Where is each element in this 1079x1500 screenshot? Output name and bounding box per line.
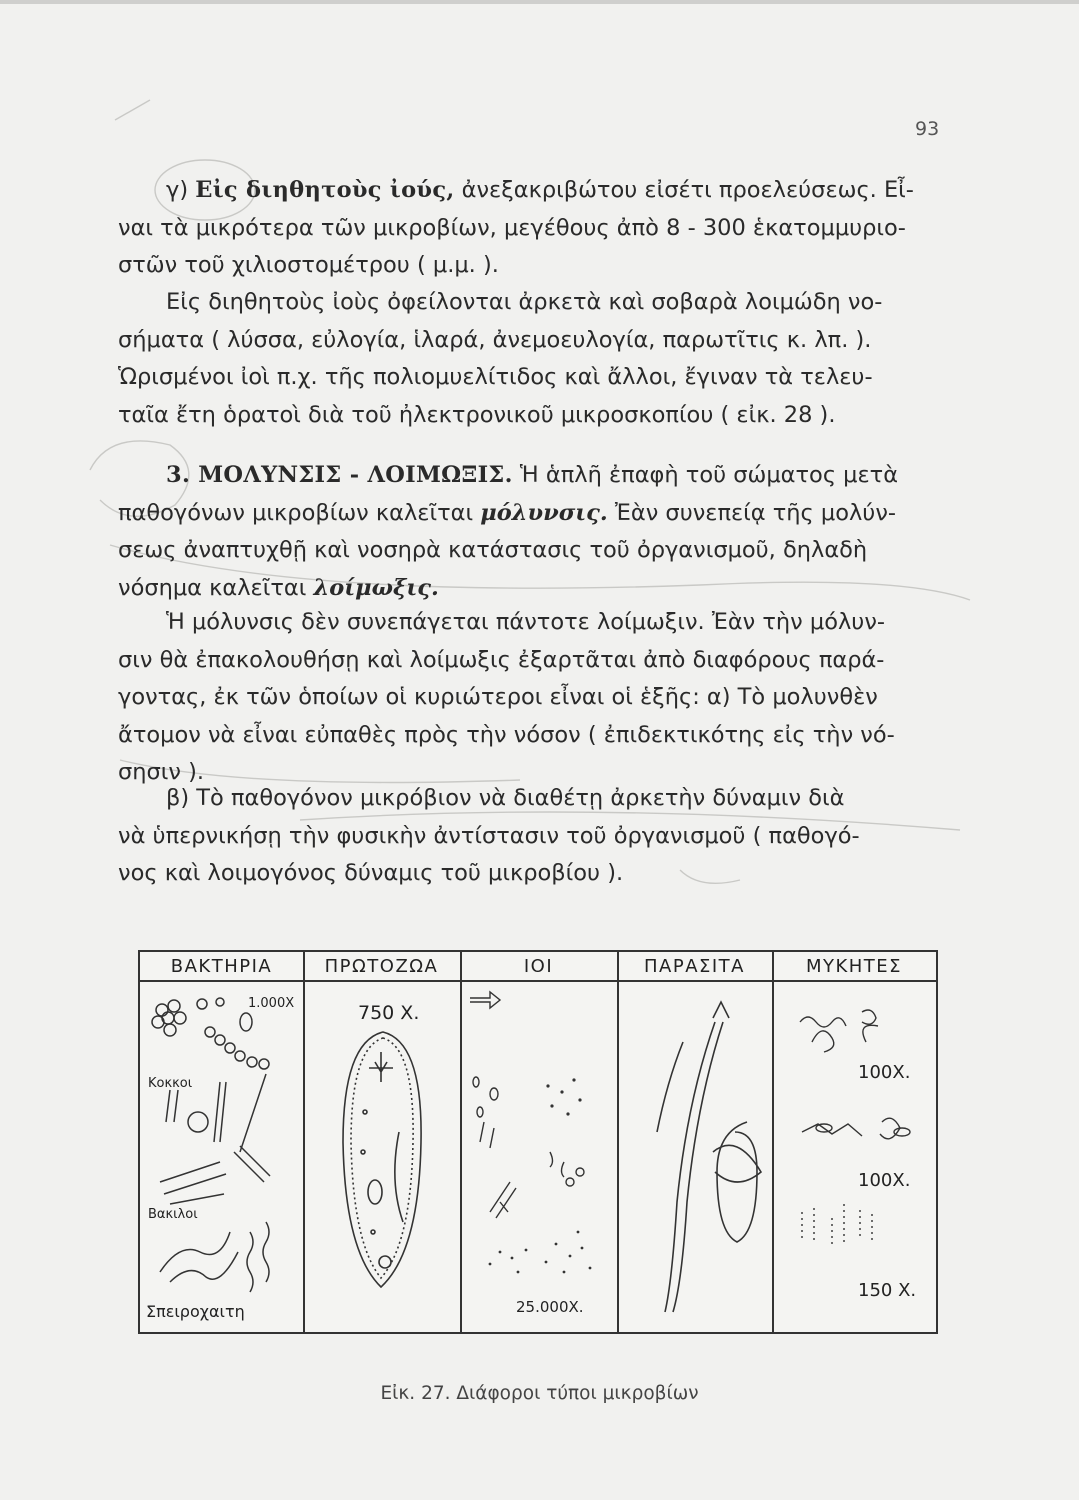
fungi-magnification-3: 150 Χ. — [858, 1280, 917, 1301]
section-c-label: γ) — [166, 177, 189, 203]
section-c-heading: Εἰς διηθητοὺς ἰούς, — [195, 177, 455, 203]
viruses-line-4: ταῖα ἔτη ὁρατοὶ διὰ τοῦ ἠλεκτρονικοῦ μικροσκοπίου ( εἰκ. 28 ). — [118, 401, 836, 428]
viruses-drawing — [460, 982, 615, 1302]
section-3-line-1-rest: Ἡ ἁπλῆ ἐπαφὴ τοῦ σώματος μετὰ — [512, 462, 899, 488]
column-title-parasites: ΠΑΡΑΣΙΤΑ — [617, 952, 772, 982]
viruses-paragraph — [118, 284, 948, 434]
column-title-viruses: ΙΟΙ — [460, 952, 617, 982]
section-3-line-2-start: παθογόνων μικροβίων καλεῖται — [118, 499, 481, 526]
figure-column-bacteria — [140, 952, 305, 1332]
fungi-drawing — [772, 982, 932, 1282]
paragraph-b-line-2: νὰ ὑπερνικήσῃ τὴν φυσικὴν ἀντίστασιν τοῦ ὀργανισμοῦ ( παθογό- — [118, 822, 860, 849]
section-3-heading: 3. ΜΟΛΥΝΣΙΣ - ΛΟΙΜΩΞΙΣ. — [166, 462, 513, 488]
paragraph-b-line-1: β) Τὸ παθογόνον μικρόβιον νὰ διαθέτῃ ἀρκετὴν δύναμιν διὰ — [166, 785, 845, 811]
section-3-line-2 — [118, 495, 948, 533]
fungi-magnification-1: 100Χ. — [858, 1062, 911, 1083]
section-c-line-2: ναι τὰ μικρότερα τῶν μικροβίων, μεγέθους ἀπὸ 8 - 300 ἑκατομμυριο- — [118, 214, 906, 241]
conditions-line-4: ἄτομον νὰ εἶναι εὐπαθὲς πρὸς τὴν νόσον ( ἐπιδεκτικότης εἰς τὴν νό- — [118, 721, 895, 748]
page-top-edge — [0, 0, 1079, 4]
viruses-line-2: σήματα ( λύσσα, εὐλογία, ἱλαρά, ἀνεμοευλογία, παρωτῖτις κ. λπ. ). — [118, 326, 872, 353]
label-spirochete: Σπειροχαιτη — [146, 1302, 245, 1321]
parasites-drawing — [617, 982, 770, 1322]
section-c-line-3: στῶν τοῦ χιλιοστομέτρου ( μ.μ. ). — [118, 252, 499, 278]
column-title-bacteria: ΒΑΚΤΗΡΙΑ — [140, 952, 303, 982]
figure-column-protozoa — [303, 952, 462, 1332]
protozoa-magnification: 750 Χ. — [358, 1002, 420, 1024]
conditions-line-2: σιν θὰ ἐπακολουθήσῃ καὶ λοίμωξις ἐξαρτᾶται ἀπὸ διαφόρους παρά- — [118, 646, 885, 673]
viruses-magnification: 25.000Χ. — [516, 1298, 584, 1316]
conditions-paragraph — [118, 604, 948, 792]
conditions-line-3: γοντας, ἐκ τῶν ὁποίων οἱ κυριώτεροι εἶναι οἱ ἑξῆς: α) Τὸ μολυνθὲν — [118, 684, 878, 710]
term-disease: λοίμωξις. — [313, 574, 439, 601]
page-number: 93 — [915, 118, 940, 140]
section-c-line-1-rest: ἀνεξακριβώτου εἰσέτι προελεύσεως. Εἶ- — [454, 177, 914, 203]
section-3-line-2-end: Ἐὰν συνεπείᾳ τῆς μολύν- — [607, 499, 897, 526]
fungi-magnification-2: 100Χ. — [858, 1170, 911, 1191]
bacteria-magnification: 1.000Χ — [248, 996, 295, 1011]
column-title-protozoa: ΠΡΩΤΟΖΩΑ — [303, 952, 460, 982]
microbes-figure — [138, 950, 938, 1334]
section-3-paragraph — [118, 457, 948, 607]
label-bacilli: Βακιλοι — [148, 1207, 198, 1222]
section-c-line-1 — [118, 172, 948, 210]
figure-caption: Εἰκ. 27. Διάφοροι τύποι μικροβίων — [380, 1383, 699, 1404]
figure-column-parasites — [617, 952, 774, 1332]
section-3-line-4-start: νόσημα καλεῖται — [118, 574, 314, 601]
figure-column-fungi — [772, 952, 936, 1332]
paramecium-drawing — [303, 982, 458, 1302]
column-title-fungi: ΜΥΚΗΤΕΣ — [772, 952, 936, 982]
conditions-line-5: σησιν ). — [118, 759, 205, 785]
section-3-line-3: σεως ἀναπτυχθῇ καὶ νοσηρὰ κατάστασις τοῦ ὀργανισμοῦ, δηλαδὴ — [118, 537, 868, 563]
term-infection: μόλυνσις. — [480, 499, 608, 526]
section-c-paragraph — [118, 172, 948, 285]
viruses-line-3: Ὡρισμένοι ἰοὶ π.χ. τῆς πολιομυελίτιδος καὶ ἄλλοι, ἔγιναν τὰ τελευ- — [118, 364, 873, 390]
section-3-line-4 — [118, 570, 948, 608]
paragraph-b — [118, 780, 948, 893]
label-cocci: Κοκκοι — [148, 1076, 193, 1091]
section-3-line-1 — [118, 457, 948, 495]
paragraph-b-line-3: νος καὶ λοιμογόνος δύναμις τοῦ μικροβίου ). — [118, 860, 624, 886]
conditions-line-1: Ἡ μόλυνσις δὲν συνεπάγεται πάντοτε λοίμωξιν. Ἐὰν τὴν μόλυν- — [166, 609, 886, 635]
figure-column-viruses — [460, 952, 619, 1332]
viruses-line-1: Εἰς διηθητοὺς ἰοὺς ὀφείλονται ἀρκετὰ καὶ σοβαρὰ λοιμώδη νο- — [166, 289, 883, 315]
bacteria-drawing — [140, 982, 300, 1302]
